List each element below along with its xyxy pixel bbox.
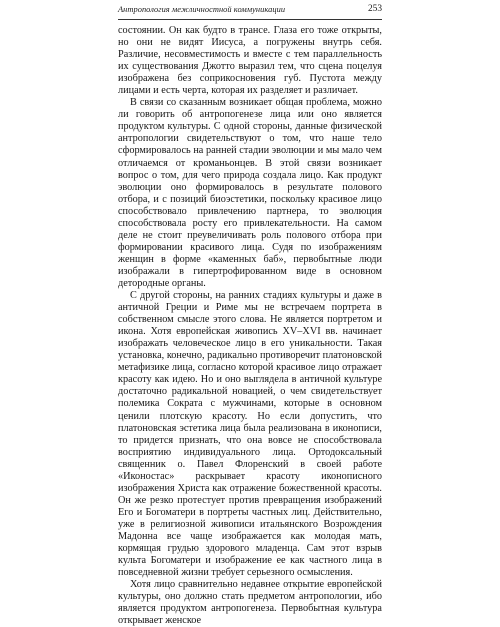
paragraph: Хотя лицо сравнительно недавнее открытие европейской культуры, оно должно стать предметом антропологии, ибо является продуктом антропогенеза. Первобытная культура открывает женское (118, 579, 382, 627)
paragraph: состоянии. Он как будто в трансе. Глаза его тоже открыты, но они не видят Иисуса, а погружены внутрь себя. Различие, несовместимость и вместе с тем параллельность их существования Джотто выразил тем, что сцена поцелуя изображена без соприкосновения губ. Пустота между лицами и есть черта, которая их разделяет и различает. (118, 25, 382, 97)
header-rule (118, 19, 382, 20)
paragraph: С другой стороны, на ранних стадиях культуры и даже в античной Греции и Риме мы не встречаем портрета в собственном смысле этого слова. Не является портретом и икона. Хотя европейская живопись XV–XVI вв. начинает изображать человеческое лицо в его уникальности. Такая установка, конечно, радикально противоречит платоновской метафизике лица, согласно которой красивое лицо отражает красоту как идею. Но и оно выглядела в античной культуре достаточно радикальной новацией, о чем свидетельствует полемика Сократа с мужчинами, которые в основном ценили плотскую красоту. Но если допустить, что платоновская эстетика лица была реализована в иконописи, то придется признать, что она вовсе не способствовала восприятию индивидуального лица. Ортодоксальный священник о. Павел Флоренский в своей работе «Иконостас» раскрывает красоту иконописного изображения Христа как отражение божественной красоты. Он же резко протестует против превращения изображений Его и Богоматери в портреты частных лиц. Действительно, уже в религиозной живописи итальянского Возрождения Мадонна все чаще изображается как молодая мать, кормящая грудью здорового младенца. Сам этот взрыв культа Богоматери и изображение ее как частного лица в повседневной жизни требует серьезного осмысления. (118, 290, 382, 579)
page-number: 253 (367, 4, 382, 14)
paragraph: В связи со сказанным возникает общая проблема, можно ли говорить об антропогенезе лица или оно является продуктом культуры. С одной стороны, данные физической антропологии свидетельствуют о том, что наше тело сформировалось на ранней стадии эволюции и мы мало чем отличаемся от кроманьонцев. В этой связи возникает вопрос о том, для чего природа создала лицо. Как продукт эволюции оно формировалось в результате полового отбора, и с позиций биоэстетики, поскольку красивое лицо способствовало привлечению партнера, то эволюция способствовала росту его привлекательности. На самом деле не стоит преувеличивать роль полового отбора при формировании красивого лица. Судя по изображениям женщин в форме «каменных баб», первобытные люди изображали в гипертрофированном виде в основном детородные органы. (118, 97, 382, 289)
body-text (118, 25, 382, 627)
running-header-title: Антропология межличностной коммуникации (118, 5, 286, 14)
running-header (118, 4, 382, 20)
